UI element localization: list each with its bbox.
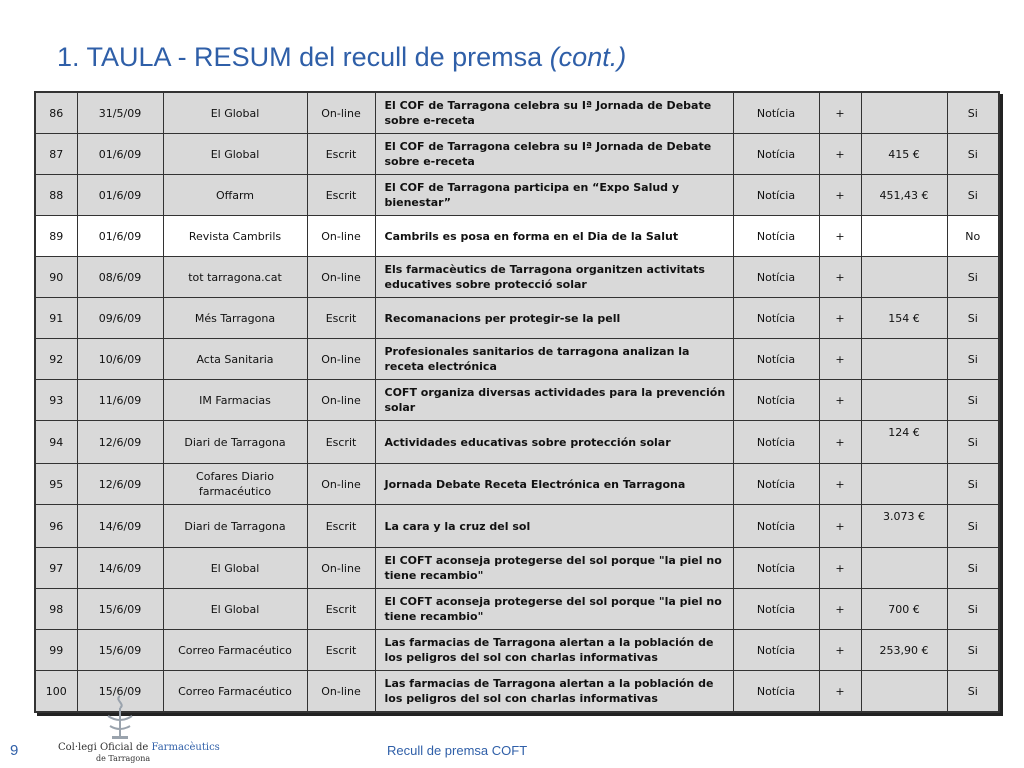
- cell-headline: Cambrils es posa en forma en el Dia de la Salut: [375, 216, 733, 257]
- cell-approved: Si: [947, 257, 999, 298]
- cell-genre: Notícia: [733, 548, 819, 589]
- cell-date: 15/6/09: [77, 671, 163, 713]
- cell-tone: +: [819, 92, 861, 134]
- cell-genre: Notícia: [733, 421, 819, 464]
- logo-name-prefix: Col·legi Oficial de: [58, 742, 152, 753]
- cell-genre: Notícia: [733, 175, 819, 216]
- cell-date: 01/6/09: [77, 134, 163, 175]
- cell-medium: Acta Sanitaria: [163, 339, 307, 380]
- cell-date: 08/6/09: [77, 257, 163, 298]
- cell-tone: +: [819, 298, 861, 339]
- cell-headline: El COF de Tarragona celebra su Iª Jornada de Debate sobre e-receta: [375, 92, 733, 134]
- cell-date: 11/6/09: [77, 380, 163, 421]
- cell-approved: Si: [947, 464, 999, 505]
- cell-type: On-line: [307, 257, 375, 298]
- cell-medium: tot tarragona.cat: [163, 257, 307, 298]
- cell-genre: Notícia: [733, 134, 819, 175]
- cell-number: 96: [35, 505, 77, 548]
- cell-tone: +: [819, 630, 861, 671]
- title-main: 1. TAULA - RESUM del recull de premsa: [57, 42, 550, 72]
- cell-approved: Si: [947, 421, 999, 464]
- logo-name: [58, 742, 220, 753]
- cell-headline: Las farmacias de Tarragona alertan a la población de los peligros del sol con charlas informativas: [375, 671, 733, 713]
- cell-genre: Notícia: [733, 380, 819, 421]
- logo-subtitle: de Tarragona: [96, 754, 151, 763]
- page-number: 9: [10, 742, 19, 759]
- cell-headline: Actividades educativas sobre protección solar: [375, 421, 733, 464]
- cell-value: 700 €: [861, 589, 947, 630]
- cell-date: 14/6/09: [77, 548, 163, 589]
- cell-medium: Correo Farmacéutico: [163, 630, 307, 671]
- cell-tone: +: [819, 671, 861, 713]
- cell-genre: Notícia: [733, 505, 819, 548]
- cell-value: [861, 464, 947, 505]
- cell-genre: Notícia: [733, 257, 819, 298]
- cell-number: 91: [35, 298, 77, 339]
- cell-headline: Els farmacèutics de Tarragona organitzen activitats educatives sobre protecció solar: [375, 257, 733, 298]
- press-summary-table-container: [34, 91, 1000, 713]
- cell-approved: Si: [947, 298, 999, 339]
- cell-approved: Si: [947, 175, 999, 216]
- cell-type: On-line: [307, 216, 375, 257]
- cell-type: On-line: [307, 92, 375, 134]
- cell-approved: Si: [947, 134, 999, 175]
- cell-number: 92: [35, 339, 77, 380]
- cell-number: 90: [35, 257, 77, 298]
- cell-headline: Las farmacias de Tarragona alertan a la población de los peligros del sol con charlas informativas: [375, 630, 733, 671]
- table-row: [35, 589, 999, 630]
- cell-medium: Offarm: [163, 175, 307, 216]
- cell-value: [861, 380, 947, 421]
- cell-medium: Més Tarragona: [163, 298, 307, 339]
- table-row: [35, 380, 999, 421]
- table-row: [35, 134, 999, 175]
- cell-value: 124 €: [861, 421, 947, 464]
- cell-tone: +: [819, 548, 861, 589]
- cell-date: 12/6/09: [77, 464, 163, 505]
- cell-tone: +: [819, 421, 861, 464]
- cell-date: 09/6/09: [77, 298, 163, 339]
- cell-value: [861, 257, 947, 298]
- cell-date: 01/6/09: [77, 216, 163, 257]
- cell-tone: +: [819, 505, 861, 548]
- cell-medium: Diari de Tarragona: [163, 505, 307, 548]
- cell-tone: +: [819, 257, 861, 298]
- cell-date: 15/6/09: [77, 589, 163, 630]
- title-suffix: (cont.): [549, 42, 627, 72]
- cell-approved: Si: [947, 92, 999, 134]
- cell-genre: Notícia: [733, 92, 819, 134]
- cell-headline: El COF de Tarragona participa en “Expo Salud y bienestar”: [375, 175, 733, 216]
- cell-medium: El Global: [163, 134, 307, 175]
- cell-medium: IM Farmacias: [163, 380, 307, 421]
- cell-genre: Notícia: [733, 630, 819, 671]
- cell-headline: Jornada Debate Receta Electrónica en Tarragona: [375, 464, 733, 505]
- cell-medium: El Global: [163, 92, 307, 134]
- cell-number: 89: [35, 216, 77, 257]
- cell-date: 31/5/09: [77, 92, 163, 134]
- cell-approved: Si: [947, 671, 999, 713]
- cell-type: Escrit: [307, 505, 375, 548]
- cell-number: 97: [35, 548, 77, 589]
- cell-tone: +: [819, 464, 861, 505]
- cell-genre: Notícia: [733, 589, 819, 630]
- cell-headline: COFT organiza diversas actividades para la prevención solar: [375, 380, 733, 421]
- cell-value: [861, 671, 947, 713]
- cell-tone: +: [819, 380, 861, 421]
- cell-tone: +: [819, 134, 861, 175]
- cell-headline: Profesionales sanitarios de tarragona analizan la receta electrónica: [375, 339, 733, 380]
- cell-approved: Si: [947, 630, 999, 671]
- cell-tone: +: [819, 175, 861, 216]
- cell-genre: Notícia: [733, 464, 819, 505]
- cell-genre: Notícia: [733, 216, 819, 257]
- cell-headline: El COFT aconseja protegerse del sol porque "la piel no tiene recambio": [375, 589, 733, 630]
- footer-text: Recull de premsa COFT: [387, 743, 528, 758]
- cell-genre: Notícia: [733, 671, 819, 713]
- cell-type: Escrit: [307, 421, 375, 464]
- cell-value: 451,43 €: [861, 175, 947, 216]
- cell-type: Escrit: [307, 630, 375, 671]
- table-row: [35, 339, 999, 380]
- table-row: [35, 421, 999, 464]
- cell-date: 15/6/09: [77, 630, 163, 671]
- cell-headline: El COF de Tarragona celebra su Iª Jornada de Debate sobre e-receta: [375, 134, 733, 175]
- table-row: [35, 630, 999, 671]
- cell-type: On-line: [307, 339, 375, 380]
- cell-type: Escrit: [307, 298, 375, 339]
- table-row: [35, 298, 999, 339]
- cell-approved: Si: [947, 339, 999, 380]
- slide-title: [57, 42, 626, 73]
- cell-tone: +: [819, 589, 861, 630]
- cell-type: Escrit: [307, 589, 375, 630]
- table-row: [35, 505, 999, 548]
- cell-value: [861, 548, 947, 589]
- table-row: [35, 464, 999, 505]
- press-summary-table: [34, 91, 1000, 713]
- table-row: [35, 175, 999, 216]
- cell-approved: Si: [947, 589, 999, 630]
- cell-medium: Cofares Diario farmacéutico: [163, 464, 307, 505]
- cell-headline: El COFT aconseja protegerse del sol porque "la piel no tiene recambio": [375, 548, 733, 589]
- cell-type: Escrit: [307, 175, 375, 216]
- cell-type: On-line: [307, 671, 375, 713]
- cell-tone: +: [819, 339, 861, 380]
- cell-number: 86: [35, 92, 77, 134]
- table-row: [35, 257, 999, 298]
- cell-number: 94: [35, 421, 77, 464]
- cell-number: 93: [35, 380, 77, 421]
- cell-date: 01/6/09: [77, 175, 163, 216]
- cell-value: 415 €: [861, 134, 947, 175]
- cell-value: [861, 216, 947, 257]
- cell-number: 88: [35, 175, 77, 216]
- cell-type: On-line: [307, 548, 375, 589]
- cell-tone: +: [819, 216, 861, 257]
- caduceus-icon: [108, 696, 132, 739]
- cell-value: [861, 339, 947, 380]
- table-body: [35, 92, 999, 712]
- cell-approved: No: [947, 216, 999, 257]
- cell-headline: La cara y la cruz del sol: [375, 505, 733, 548]
- table-row: [35, 92, 999, 134]
- cell-headline: Recomanacions per protegir-se la pell: [375, 298, 733, 339]
- cell-medium: Correo Farmacéutico: [163, 671, 307, 713]
- cell-date: 14/6/09: [77, 505, 163, 548]
- cell-medium: El Global: [163, 548, 307, 589]
- cell-type: On-line: [307, 380, 375, 421]
- cell-medium: Diari de Tarragona: [163, 421, 307, 464]
- cell-approved: Si: [947, 548, 999, 589]
- cell-medium: El Global: [163, 589, 307, 630]
- cell-number: 98: [35, 589, 77, 630]
- cell-value: [861, 92, 947, 134]
- table-row: [35, 216, 999, 257]
- cell-type: Escrit: [307, 134, 375, 175]
- cell-value: 154 €: [861, 298, 947, 339]
- cell-number: 87: [35, 134, 77, 175]
- cell-medium: Revista Cambrils: [163, 216, 307, 257]
- cell-approved: Si: [947, 505, 999, 548]
- cell-number: 95: [35, 464, 77, 505]
- cell-number: 99: [35, 630, 77, 671]
- cell-genre: Notícia: [733, 339, 819, 380]
- cell-approved: Si: [947, 380, 999, 421]
- cell-date: 10/6/09: [77, 339, 163, 380]
- cell-value: 253,90 €: [861, 630, 947, 671]
- cell-genre: Notícia: [733, 298, 819, 339]
- cell-value: 3.073 €: [861, 505, 947, 548]
- table-row: [35, 548, 999, 589]
- cell-date: 12/6/09: [77, 421, 163, 464]
- cell-type: On-line: [307, 464, 375, 505]
- cell-number: 100: [35, 671, 77, 713]
- logo-name-accent: Farmacèutics: [151, 742, 220, 753]
